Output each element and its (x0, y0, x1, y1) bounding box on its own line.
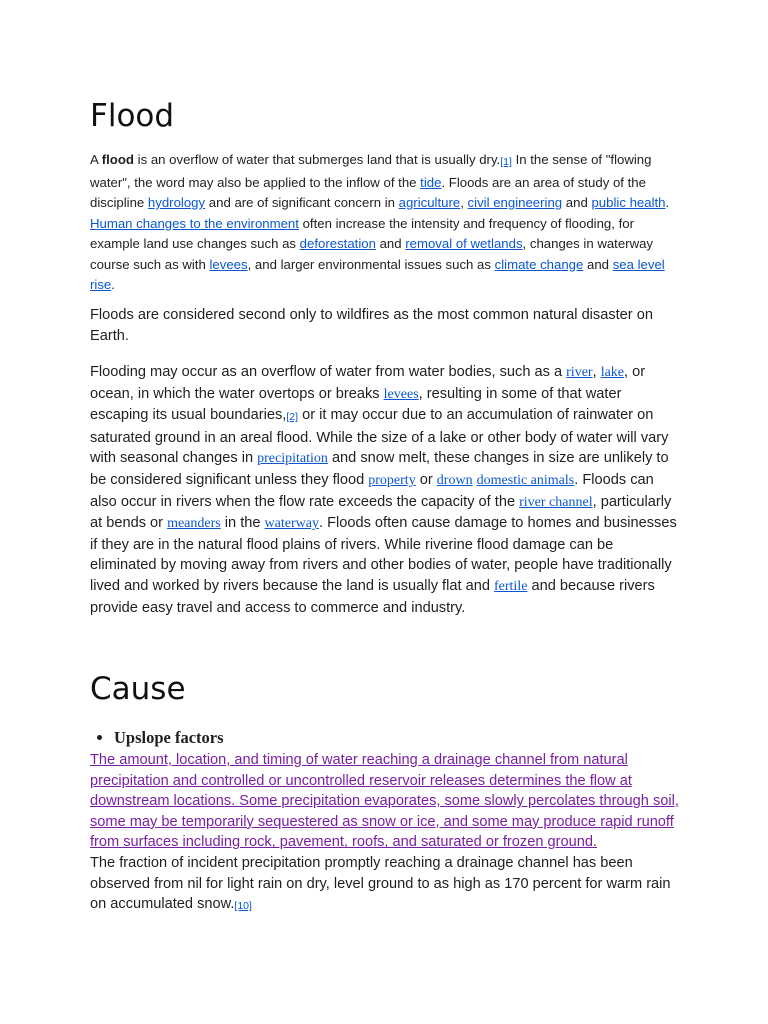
link-climate-change[interactable]: climate change (494, 256, 584, 272)
link-human-changes[interactable]: Human changes to the environment (90, 215, 299, 231)
reference-link-2[interactable]: [2] (286, 411, 299, 424)
link-levees[interactable]: levees (209, 256, 248, 272)
link-waterway[interactable]: waterway (264, 516, 319, 532)
reference-link-1[interactable]: [1] (500, 156, 512, 168)
link-levees-2[interactable]: levees (383, 386, 419, 402)
section-heading-cause: Cause (90, 671, 186, 707)
link-agriculture[interactable]: agriculture (398, 195, 461, 210)
page-title: Flood (90, 98, 175, 134)
cause-paragraph: The amount, location, and timing of water reaching a drainage channel from natural precipitation and controlled or uncontrolled reservoir releases determines the flow at downstream locations. Some precipitation evaporates, some slowly percolates through soil, some may be temporarily sequestered as snow or ice, and some may produce rapid runoff from surfaces including rock, pavement, roofs, and saturated or frozen ground. The fraction of incident precipitation promptly reaching a drainage channel has been observed from nil for light rain on dry, level ground to as high as 170 percent for warm rain on accumulated snow.[10] (90, 752, 679, 913)
link-meanders[interactable]: meanders (167, 516, 221, 532)
link-precipitation[interactable]: precipitation (257, 451, 328, 467)
reference-link-10[interactable]: [10] (234, 900, 252, 913)
bullet-list (90, 726, 224, 750)
flooding-paragraph: Flooding may occur as an overflow of water from water bodies, such as a river, lake, or ocean, in which the water overtops or breaks levees, resulting in some of that water escaping its usual boundaries,[2] or it may occur due to an accumulation of rainwater on saturated ground in an areal flood. While the size of a lake or other body of water will vary with seasonal changes in precipitation and snow melt, these changes in size are unlikely to be considered significant unless they flood property or drown domestic animals. Floods can also occur in rivers when the flow rate exceeds the capacity of the river channel, particularly at bends or meanders in the waterway. Floods often cause damage to homes and businesses if they are in the natural flood plains of rivers. While riverine flood damage can be eliminated by moving away from rivers and other bodies of water, people have traditionally lived and worked by rivers because the land is usually flat and fertile and because rivers provide easy travel and access to commerce and industry. (90, 364, 677, 616)
link-civil-engineering[interactable]: civil engineering (467, 195, 563, 210)
link-river[interactable]: river (566, 365, 593, 380)
link-lake[interactable]: lake (600, 365, 625, 380)
link-fertile[interactable]: fertile (494, 578, 528, 594)
link-domestic-animals[interactable]: domestic animals (476, 472, 575, 488)
second-paragraph: Floods are considered second only to wildfires as the most common natural disaster on Earth. (90, 307, 653, 344)
link-property[interactable]: property (368, 472, 416, 488)
link-tide[interactable]: tide (420, 174, 442, 190)
bold-term: flood (101, 152, 134, 167)
link-removal-of-wetlands[interactable]: removal of wetlands (405, 236, 523, 251)
link-deforestation[interactable]: deforestation (299, 236, 376, 251)
list-item-upslope-factors: • Upslope factors (114, 726, 224, 750)
intro-paragraph: A flood is an overflow of water that submerges land that is usually dry.[1] In the sense of "flowing water", the word may also be applied to the inflow of the tide. Floods are an area of study of the discipline hydrology and are of significant concern in agriculture, civil engineering and public health. Human changes to the environment often increase the intensity and frequency of flooding, for example land use changes such as deforestation and removal of wetlands, changes in waterway course such as with levees, and larger environmental issues such as climate change and sea level rise. (90, 152, 670, 292)
link-river-channel[interactable]: river channel (519, 494, 593, 510)
link-hydrology[interactable]: hydrology (147, 195, 206, 210)
link-drown[interactable]: drown (436, 472, 473, 488)
link-sea-level-rise[interactable]: sea level rise (90, 256, 665, 292)
link-public-health[interactable]: public health (591, 195, 666, 210)
visited-link-text[interactable]: The amount, location, and timing of water reaching a drainage channel from natural precipitation and controlled or uncontrolled reservoir releases determines the flow at downstream locations. Some precipitation evaporates, some slowly percolates through soil, some may be temporarily sequestered as snow or ice, and some may produce rapid runoff from surfaces including rock, pavement, roofs, and saturated or frozen ground. (90, 752, 679, 851)
